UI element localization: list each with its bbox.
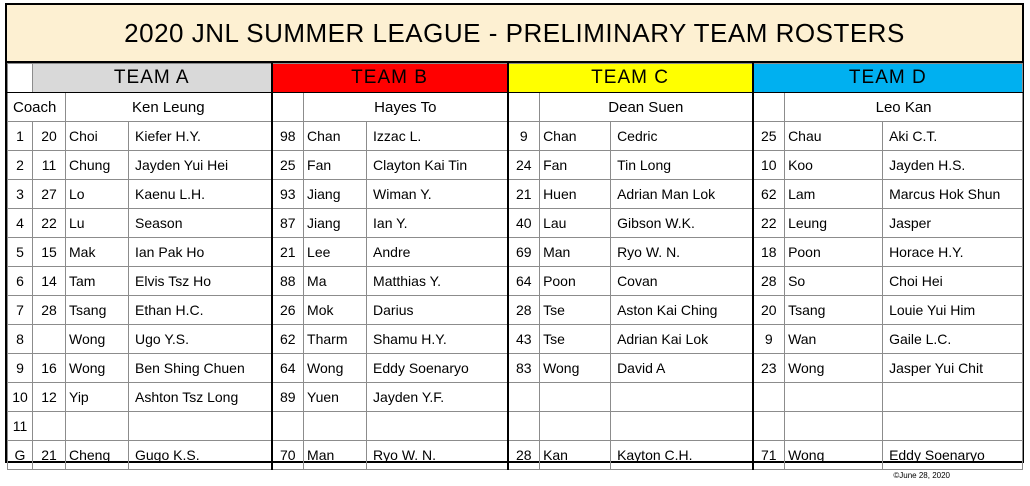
page-title: 2020 JNL SUMMER LEAGUE - PRELIMINARY TEAM ROSTERS bbox=[7, 5, 1022, 63]
player-surname: Fan bbox=[540, 151, 611, 180]
player-surname bbox=[540, 412, 611, 441]
team-header-row bbox=[8, 64, 1023, 93]
row-label: G bbox=[8, 441, 33, 470]
table-row bbox=[8, 325, 1023, 354]
coach-label: Coach bbox=[8, 93, 66, 122]
table-row bbox=[8, 296, 1023, 325]
jersey-number: 21 bbox=[33, 441, 66, 470]
jersey-number bbox=[753, 383, 785, 412]
player-surname: Wong bbox=[304, 354, 367, 383]
player-given-name: Kayton C.H. bbox=[611, 441, 753, 470]
coach-name-c: Dean Suen bbox=[540, 93, 753, 122]
jersey-number: 20 bbox=[33, 122, 66, 151]
player-surname: Tse bbox=[540, 296, 611, 325]
jersey-number bbox=[508, 412, 540, 441]
player-surname bbox=[785, 412, 883, 441]
player-surname: Fan bbox=[304, 151, 367, 180]
jersey-number: 28 bbox=[508, 441, 540, 470]
player-given-name bbox=[129, 412, 272, 441]
player-surname: Man bbox=[304, 441, 367, 470]
player-given-name: Gaile L.C. bbox=[883, 325, 1023, 354]
jersey-number: 28 bbox=[508, 296, 540, 325]
player-surname: Lau bbox=[540, 209, 611, 238]
jersey-number: 69 bbox=[508, 238, 540, 267]
player-surname: Huen bbox=[540, 180, 611, 209]
player-given-name: Eddy Soenaryo bbox=[367, 354, 508, 383]
player-surname: Mok bbox=[304, 296, 367, 325]
coach-spacer bbox=[753, 93, 785, 122]
player-given-name: Ashton Tsz Long bbox=[129, 383, 272, 412]
corner-cell bbox=[8, 64, 33, 93]
player-given-name: Jayden Y.F. bbox=[367, 383, 508, 412]
player-given-name: Covan bbox=[611, 267, 753, 296]
player-given-name: Kaenu L.H. bbox=[129, 180, 272, 209]
date-note: ©June 28, 2020 bbox=[893, 471, 950, 480]
jersey-number bbox=[33, 412, 66, 441]
jersey-number: 18 bbox=[753, 238, 785, 267]
player-surname: Chan bbox=[304, 122, 367, 151]
row-label: 9 bbox=[8, 354, 33, 383]
row-label: 11 bbox=[8, 412, 33, 441]
player-given-name: Horace H.Y. bbox=[883, 238, 1023, 267]
player-surname: Wong bbox=[540, 354, 611, 383]
jersey-number bbox=[33, 325, 66, 354]
jersey-number: 20 bbox=[753, 296, 785, 325]
player-given-name: Jasper Yui Chit bbox=[883, 354, 1023, 383]
jersey-number: 64 bbox=[508, 267, 540, 296]
player-given-name bbox=[611, 412, 753, 441]
player-given-name: Ian Y. bbox=[367, 209, 508, 238]
table-row bbox=[8, 122, 1023, 151]
player-given-name: Cedric bbox=[611, 122, 753, 151]
team-header-b: TEAM B bbox=[272, 64, 508, 93]
table-row bbox=[8, 180, 1023, 209]
player-surname: Wong bbox=[785, 354, 883, 383]
player-surname: Chau bbox=[785, 122, 883, 151]
player-given-name: Gugo K.S. bbox=[129, 441, 272, 470]
player-surname: Man bbox=[540, 238, 611, 267]
jersey-number: 28 bbox=[33, 296, 66, 325]
player-given-name: Aston Kai Ching bbox=[611, 296, 753, 325]
roster-sheet bbox=[5, 3, 1024, 463]
team-header-a: TEAM A bbox=[33, 64, 272, 93]
jersey-number: 9 bbox=[753, 325, 785, 354]
jersey-number: 14 bbox=[33, 267, 66, 296]
coach-name-b: Hayes To bbox=[304, 93, 508, 122]
player-given-name bbox=[883, 412, 1023, 441]
jersey-number: 26 bbox=[272, 296, 304, 325]
player-surname: Lam bbox=[785, 180, 883, 209]
player-given-name: Clayton Kai Tin bbox=[367, 151, 508, 180]
jersey-number: 87 bbox=[272, 209, 304, 238]
player-given-name: Gibson W.K. bbox=[611, 209, 753, 238]
coach-row bbox=[8, 93, 1023, 122]
player-surname: Cheng bbox=[66, 441, 129, 470]
jersey-number: 25 bbox=[272, 151, 304, 180]
player-surname bbox=[304, 412, 367, 441]
player-given-name bbox=[611, 383, 753, 412]
player-surname: Wong bbox=[66, 354, 129, 383]
table-row bbox=[8, 209, 1023, 238]
player-surname: Wong bbox=[66, 325, 129, 354]
jersey-number: 43 bbox=[508, 325, 540, 354]
jersey-number: 98 bbox=[272, 122, 304, 151]
jersey-number: 62 bbox=[753, 180, 785, 209]
player-given-name bbox=[367, 412, 508, 441]
player-surname: Lee bbox=[304, 238, 367, 267]
player-given-name: Elvis Tsz Ho bbox=[129, 267, 272, 296]
player-surname: Mak bbox=[66, 238, 129, 267]
jersey-number: 27 bbox=[33, 180, 66, 209]
player-given-name: Jayden Yui Hei bbox=[129, 151, 272, 180]
coach-name-a: Ken Leung bbox=[66, 93, 272, 122]
player-given-name: Aki C.T. bbox=[883, 122, 1023, 151]
row-label: 8 bbox=[8, 325, 33, 354]
jersey-number: 9 bbox=[508, 122, 540, 151]
player-given-name: Jasper bbox=[883, 209, 1023, 238]
jersey-number: 11 bbox=[33, 151, 66, 180]
player-surname: Tse bbox=[540, 325, 611, 354]
player-surname: Yip bbox=[66, 383, 129, 412]
row-label: 10 bbox=[8, 383, 33, 412]
player-surname: Lu bbox=[66, 209, 129, 238]
player-surname: Jiang bbox=[304, 180, 367, 209]
jersey-number: 83 bbox=[508, 354, 540, 383]
player-given-name: Wiman Y. bbox=[367, 180, 508, 209]
jersey-number: 28 bbox=[753, 267, 785, 296]
jersey-number: 12 bbox=[33, 383, 66, 412]
table-row bbox=[8, 267, 1023, 296]
player-surname: Choi bbox=[66, 122, 129, 151]
player-given-name: Ian Pak Ho bbox=[129, 238, 272, 267]
row-label: 2 bbox=[8, 151, 33, 180]
player-given-name: Andre bbox=[367, 238, 508, 267]
player-surname: Poon bbox=[785, 238, 883, 267]
player-given-name: Eddy Soenaryo bbox=[883, 441, 1023, 470]
player-surname: Lo bbox=[66, 180, 129, 209]
player-given-name: Izzac L. bbox=[367, 122, 508, 151]
player-given-name: Kiefer H.Y. bbox=[129, 122, 272, 151]
table-row bbox=[8, 151, 1023, 180]
team-header-d: TEAM D bbox=[753, 64, 1023, 93]
jersey-number: 88 bbox=[272, 267, 304, 296]
jersey-number bbox=[272, 412, 304, 441]
jersey-number: 93 bbox=[272, 180, 304, 209]
player-surname: Kan bbox=[540, 441, 611, 470]
jersey-number: 21 bbox=[508, 180, 540, 209]
coach-spacer bbox=[508, 93, 540, 122]
jersey-number: 10 bbox=[753, 151, 785, 180]
jersey-number: 25 bbox=[753, 122, 785, 151]
player-given-name: Ryo W. N. bbox=[367, 441, 508, 470]
row-label: 3 bbox=[8, 180, 33, 209]
table-row bbox=[8, 238, 1023, 267]
row-label: 6 bbox=[8, 267, 33, 296]
jersey-number: 64 bbox=[272, 354, 304, 383]
player-given-name: Louie Yui Him bbox=[883, 296, 1023, 325]
player-given-name: Shamu H.Y. bbox=[367, 325, 508, 354]
jersey-number bbox=[753, 412, 785, 441]
player-surname bbox=[540, 383, 611, 412]
table-row bbox=[8, 441, 1023, 470]
table-row bbox=[8, 412, 1023, 441]
jersey-number: 22 bbox=[33, 209, 66, 238]
team-header-c: TEAM C bbox=[508, 64, 753, 93]
player-surname: Ma bbox=[304, 267, 367, 296]
jersey-number bbox=[508, 383, 540, 412]
jersey-number: 70 bbox=[272, 441, 304, 470]
player-surname: Tsang bbox=[785, 296, 883, 325]
player-surname: Koo bbox=[785, 151, 883, 180]
player-given-name: Darius bbox=[367, 296, 508, 325]
coach-spacer bbox=[272, 93, 304, 122]
player-given-name: Ugo Y.S. bbox=[129, 325, 272, 354]
player-given-name: David A bbox=[611, 354, 753, 383]
player-given-name: Ryo W. N. bbox=[611, 238, 753, 267]
player-surname: Poon bbox=[540, 267, 611, 296]
player-given-name: Season bbox=[129, 209, 272, 238]
player-surname: Tam bbox=[66, 267, 129, 296]
row-label: 1 bbox=[8, 122, 33, 151]
player-given-name: Marcus Hok Shun bbox=[883, 180, 1023, 209]
player-given-name: Adrian Man Lok bbox=[611, 180, 753, 209]
jersey-number: 24 bbox=[508, 151, 540, 180]
player-surname: Chung bbox=[66, 151, 129, 180]
player-surname bbox=[66, 412, 129, 441]
jersey-number: 15 bbox=[33, 238, 66, 267]
jersey-number: 21 bbox=[272, 238, 304, 267]
player-given-name: Choi Hei bbox=[883, 267, 1023, 296]
jersey-number: 62 bbox=[272, 325, 304, 354]
table-row bbox=[8, 383, 1023, 412]
jersey-number: 23 bbox=[753, 354, 785, 383]
player-surname: Yuen bbox=[304, 383, 367, 412]
jersey-number: 22 bbox=[753, 209, 785, 238]
table-row bbox=[8, 354, 1023, 383]
jersey-number: 16 bbox=[33, 354, 66, 383]
player-given-name: Ben Shing Chuen bbox=[129, 354, 272, 383]
coach-name-d: Leo Kan bbox=[785, 93, 1023, 122]
player-surname: Tharm bbox=[304, 325, 367, 354]
player-given-name: Jayden H.S. bbox=[883, 151, 1023, 180]
jersey-number: 71 bbox=[753, 441, 785, 470]
jersey-number: 89 bbox=[272, 383, 304, 412]
player-surname: Chan bbox=[540, 122, 611, 151]
player-surname: Leung bbox=[785, 209, 883, 238]
row-label: 7 bbox=[8, 296, 33, 325]
player-surname: So bbox=[785, 267, 883, 296]
row-label: 5 bbox=[8, 238, 33, 267]
player-given-name bbox=[883, 383, 1023, 412]
player-given-name: Tin Long bbox=[611, 151, 753, 180]
player-given-name: Matthias Y. bbox=[367, 267, 508, 296]
player-surname: Wan bbox=[785, 325, 883, 354]
row-label: 4 bbox=[8, 209, 33, 238]
player-surname: Wong bbox=[785, 441, 883, 470]
roster-table bbox=[7, 63, 1023, 470]
player-surname: Jiang bbox=[304, 209, 367, 238]
player-surname: Tsang bbox=[66, 296, 129, 325]
jersey-number: 40 bbox=[508, 209, 540, 238]
player-given-name: Adrian Kai Lok bbox=[611, 325, 753, 354]
player-surname bbox=[785, 383, 883, 412]
player-given-name: Ethan H.C. bbox=[129, 296, 272, 325]
